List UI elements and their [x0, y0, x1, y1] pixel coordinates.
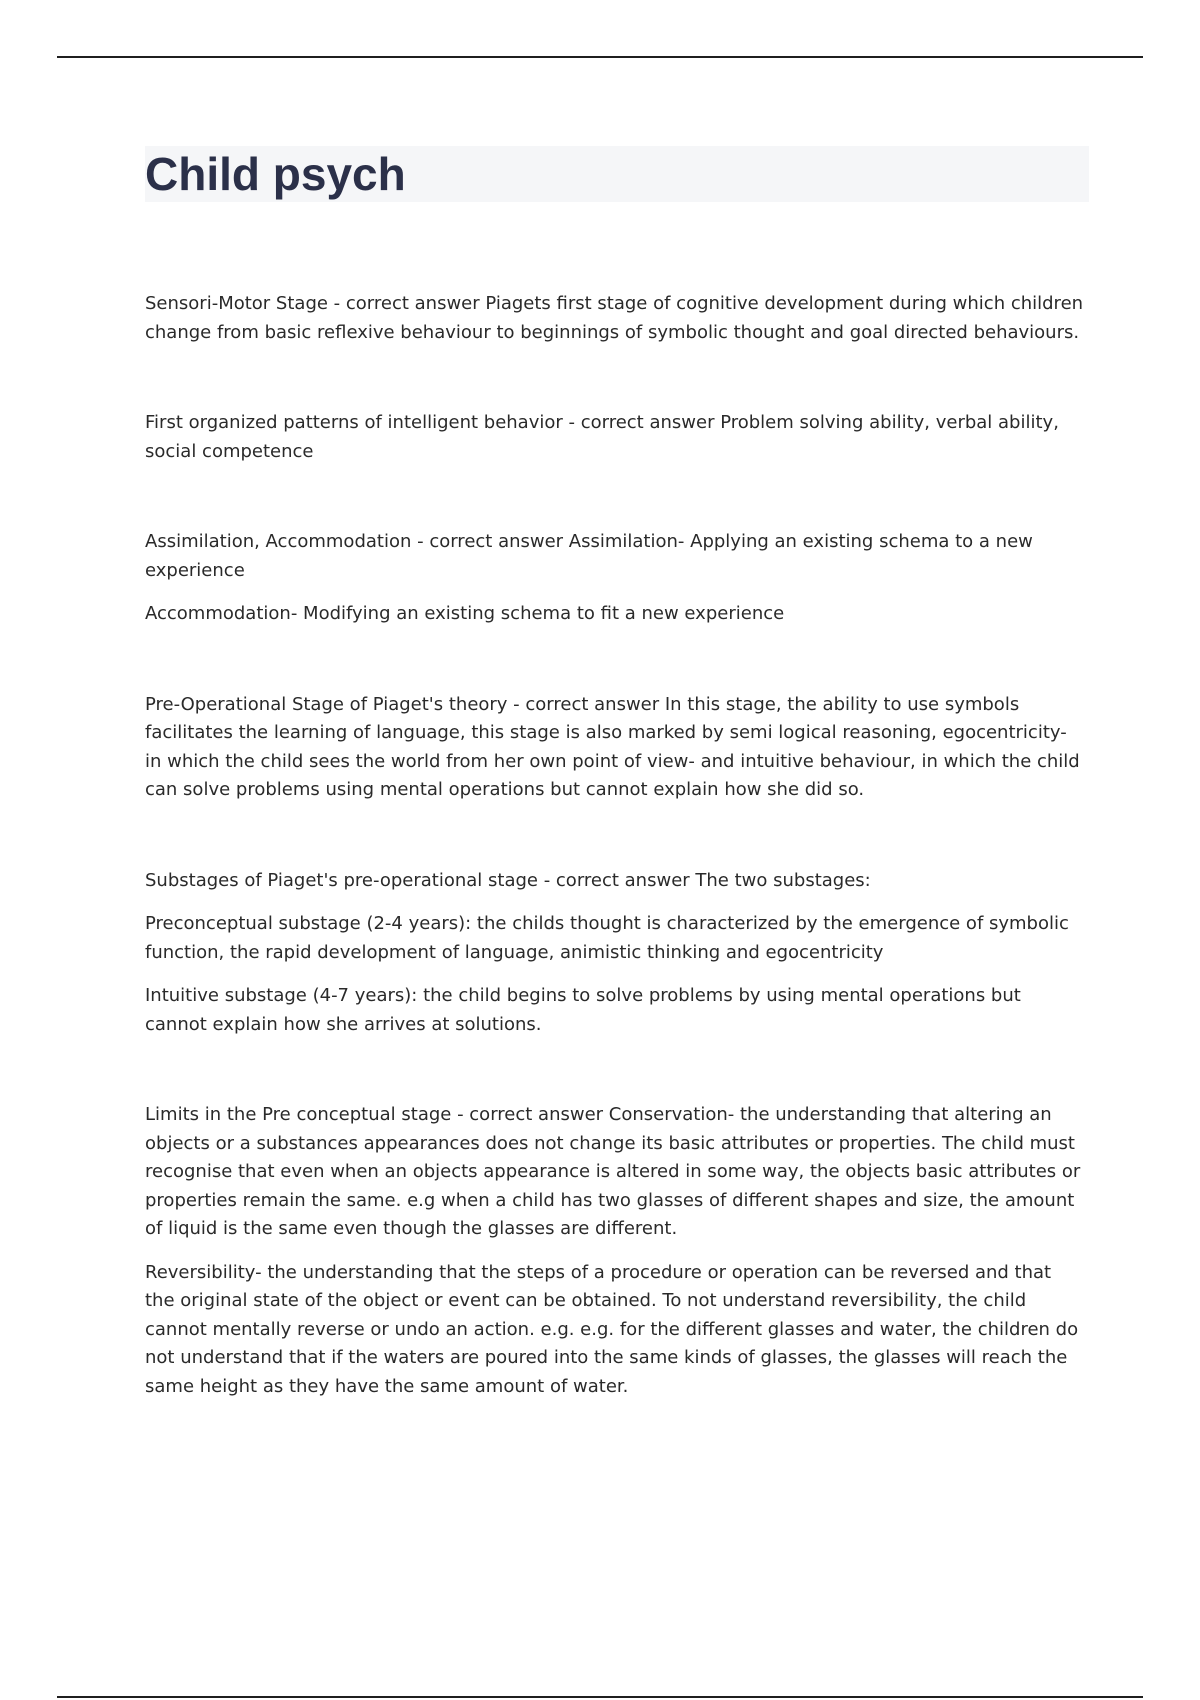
- flashcard: [145, 528, 1085, 629]
- flashcard: [145, 290, 1085, 347]
- flashcard-text: First organized patterns of intelligent behavior - correct answer Problem solving ability, verbal ability, social competence: [145, 412, 1059, 462]
- page-title: Child psych: [145, 148, 406, 200]
- flashcard-text: Reversibility- the understanding that the steps of a procedure or operation can be reversed and that the original state of the object or event can be obtained. To not understand reversibility, the child cannot mentally reverse or undo an action. e.g. e.g. for the different glasses and water, the children do not understand that if the waters are poured into the same kinds of glasses, the glasses will reach the same height as they have the same amount of water.: [145, 1261, 1079, 1397]
- flashcard: [145, 409, 1085, 466]
- flashcard: [145, 691, 1085, 805]
- flashcard: [145, 867, 1085, 1040]
- flashcard-text: Pre-Operational Stage of Piaget's theory - correct answer In this stage, the ability to use symbols facilitates the learning of language, this stage is also marked by semi logical reasoning, egocentricity- in which the child sees the world from her own point of view- and intuitive behaviour, in which the child can solve problems using mental operations but cannot explain how she did so.: [145, 693, 1080, 800]
- flashcard: [145, 1101, 1085, 1401]
- flashcard-text: Substages of Piaget's pre-operational stage - correct answer The two substages:: [145, 869, 871, 891]
- header-rule: [57, 56, 1143, 58]
- flashcard-text: Intuitive substage (4-7 years): the child begins to solve problems by using mental operations but cannot explain how she arrives at solutions.: [145, 985, 1021, 1035]
- title-block: [145, 146, 1089, 202]
- flashcard-list: [145, 290, 1085, 1463]
- flashcard-text: Assimilation, Accommodation - correct answer Assimilation- Applying an existing schema to a new experience: [145, 531, 1033, 581]
- footer-rule: [57, 1696, 1143, 1698]
- flashcard-text: Sensori-Motor Stage - correct answer Piagets first stage of cognitive development during which children change from basic reflexive behaviour to beginnings of symbolic thought and goal directed behaviours.: [145, 293, 1084, 343]
- flashcard-text: Accommodation- Modifying an existing schema to fit a new experience: [145, 603, 785, 624]
- flashcard-text: Limits in the Pre conceptual stage - correct answer Conservation- the understanding that altering an objects or a substances appearances does not change its basic attributes or properties. The child must recognise that even when an objects appearance is altered in some way, the objects basic attributes or properties remain the same. e.g when a child has two glasses of different shapes and size, the amount of liquid is the same even though the glasses are different.: [145, 1104, 1081, 1239]
- flashcard-text: Preconceptual substage (2-4 years): the childs thought is characterized by the emergence of symbolic function, the rapid development of language, animistic thinking and egocentricity: [145, 913, 1069, 963]
